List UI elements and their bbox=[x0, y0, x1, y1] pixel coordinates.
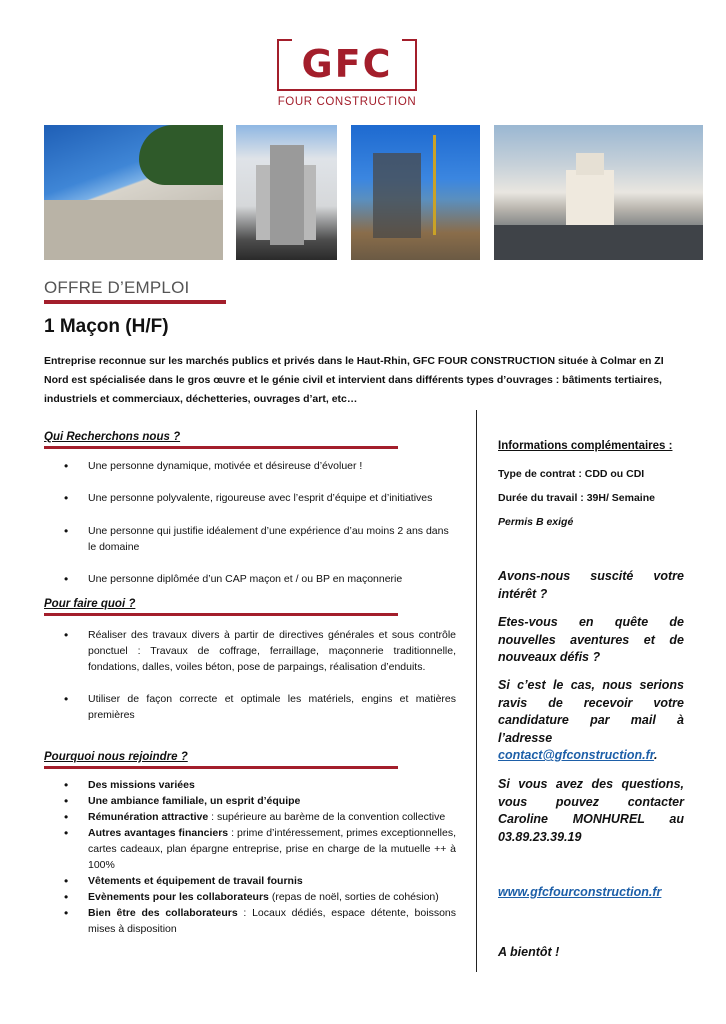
why-item-bold: Evènements pour les collaborateurs bbox=[88, 891, 269, 903]
cta-apply-text: Si c’est le cas, nous serions ravis de recevoir votre candidature par mail à l’adresse bbox=[498, 678, 684, 745]
cta-contact: Si vous avez des questions, vous pouvez contacter Caroline MONHUREL au 03.89.23.39.19 bbox=[498, 777, 684, 844]
job-title: 1 Maçon (H/F) bbox=[44, 316, 169, 337]
offer-heading: OFFRE D’EMPLOI bbox=[44, 278, 190, 297]
who-item bbox=[60, 523, 456, 555]
why-item-text: : prime d’intéressement, primes exceptionnelles, cartes cadeaux, plan épargne entreprise, prise en charge de la mutuelle ++ à 100% bbox=[88, 827, 456, 871]
license-required: Permis B exigé bbox=[498, 516, 574, 528]
why-item-text: (repas de noël, sorties de cohésion) bbox=[268, 891, 439, 903]
who-item-text: • Une personne dynamique, motivée et désireuse d’évoluer ! bbox=[60, 458, 456, 474]
why-item-bold: Des missions variées bbox=[88, 779, 195, 791]
section-title-what: Pour faire quoi ? bbox=[44, 598, 136, 610]
column-divider bbox=[476, 410, 477, 972]
section-underline-why bbox=[44, 766, 398, 769]
who-item bbox=[60, 571, 456, 587]
cta-apply bbox=[498, 677, 684, 765]
why-item-bold: Bien être des collaborateurs bbox=[88, 907, 238, 919]
email-link[interactable]: contact@gfconstruction.fr bbox=[498, 748, 654, 762]
why-item bbox=[60, 873, 456, 889]
who-item bbox=[60, 458, 456, 474]
website-link[interactable]: www.gfcfourconstruction.fr bbox=[498, 885, 662, 899]
why-item bbox=[60, 809, 456, 825]
why-item bbox=[60, 905, 456, 937]
who-item-text: • Une personne qui justifie idéalement d’une expérience d’au moins 2 ans dans le domaine bbox=[60, 523, 456, 555]
closing-text: A bientôt ! bbox=[498, 945, 560, 959]
what-item-text: • Utiliser de façon correcte et optimale les matériels, engins et matières premières bbox=[60, 691, 456, 723]
why-item bbox=[60, 825, 456, 873]
logo-letters: GFC bbox=[301, 42, 393, 86]
work-duration: Durée du travail : 39H/ Semaine bbox=[498, 492, 655, 504]
section-title-why: Pourquoi nous rejoindre ? bbox=[44, 751, 188, 763]
who-item bbox=[60, 490, 456, 506]
why-item bbox=[60, 889, 456, 905]
why-item-text: : supérieure au barème de la convention collective bbox=[208, 811, 446, 823]
why-item-bold: Une ambiance familiale, un esprit d’équipe bbox=[88, 795, 301, 807]
why-item-bold: Autres avantages financiers bbox=[88, 827, 229, 839]
why-item bbox=[60, 793, 456, 809]
what-item bbox=[60, 691, 456, 723]
section-title-who: Qui Recherchons nous ? bbox=[44, 431, 181, 443]
logo-subtitle: FOUR CONSTRUCTION bbox=[277, 96, 417, 108]
contract-type: Type de contrat : CDD ou CDI bbox=[498, 468, 645, 480]
who-item-text: • Une personne diplômée d’un CAP maçon et / ou BP en maçonnerie bbox=[60, 571, 456, 587]
info-title: Informations complémentaires : bbox=[498, 440, 673, 452]
company-intro: Entreprise reconnue sur les marchés publics et privés dans le Haut-Rhin, GFC FOUR CONSTRUCTION située à Colmar en ZI Nord est spécialisée dans le gros œuvre et le génie civil et intervient dans différents types d’ouvrages : bâtiments tertiaires, industriels et commerciaux, déchetteries, ouvrages d’art, etc… bbox=[44, 355, 664, 405]
offer-heading-underline bbox=[44, 300, 226, 304]
building-elevator-photo bbox=[236, 125, 337, 260]
section-underline-who bbox=[44, 446, 398, 449]
why-item-bold: Vêtements et équipement de travail fournis bbox=[88, 875, 303, 887]
why-list bbox=[60, 777, 456, 937]
why-item-text: : Locaux dédiés, espace détente, boissons mises à disposition bbox=[88, 907, 457, 935]
scaffolding-crane-photo bbox=[351, 125, 480, 260]
church-square-photo bbox=[494, 125, 703, 260]
retaining-wall-photo bbox=[44, 125, 223, 260]
why-item bbox=[60, 777, 456, 793]
company-logo bbox=[274, 38, 420, 112]
cta-interest: Avons-nous suscité votre intérêt ? bbox=[498, 569, 684, 601]
section-underline-what bbox=[44, 613, 398, 616]
who-item-text: • Une personne polyvalente, rigoureuse avec l’esprit d’équipe et d’initiatives bbox=[60, 490, 456, 506]
what-item-text: • Réaliser des travaux divers à partir de directives générales et sous contrôle ponctuel : Travaux de coffrage, ferraillage, maçonnerie traditionnelle, fondations, dalles, voiles béton, pose de parpaings, réalisation d’enduits. bbox=[60, 627, 456, 675]
why-item-bold: Rémunération attractive bbox=[88, 811, 209, 823]
cta-apply-end: . bbox=[653, 748, 658, 762]
cta-adventure: Etes-vous en quête de nouvelles aventures et de nouveaux défis ? bbox=[498, 615, 684, 664]
what-item bbox=[60, 627, 456, 675]
